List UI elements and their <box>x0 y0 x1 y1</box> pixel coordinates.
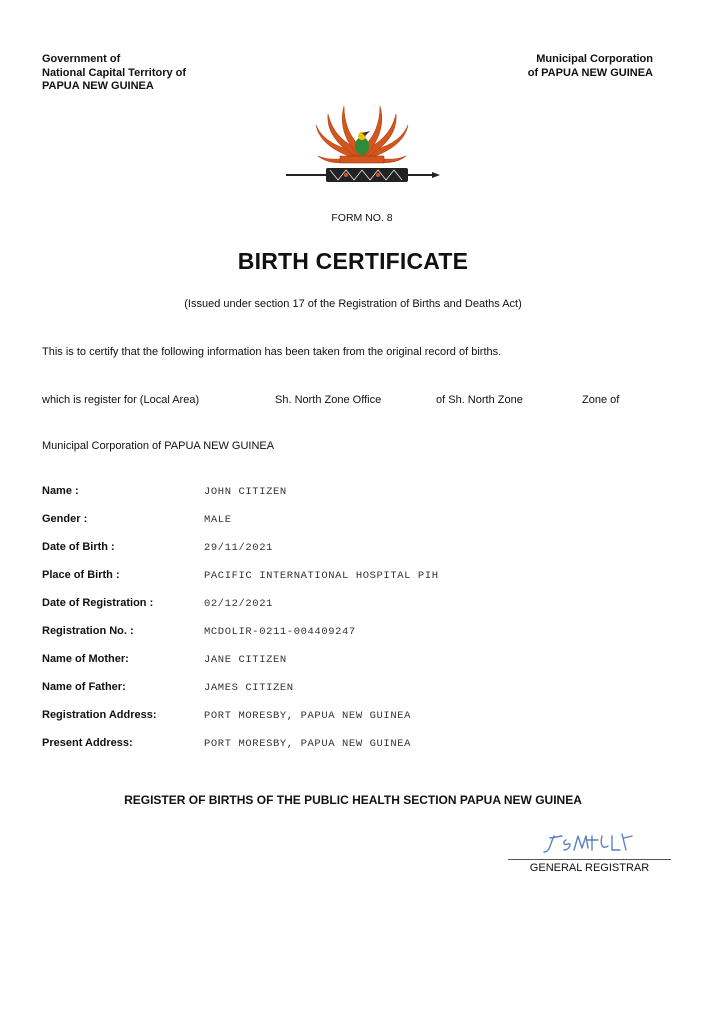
header-left-line-2: National Capital Territory of <box>42 66 187 79</box>
header-left-line-3: PAPUA NEW GUINEA <box>42 80 154 92</box>
field-value-name: JOHN CITIZEN <box>204 486 287 498</box>
field-label-mother: Name of Mother: <box>42 653 129 665</box>
field-label-date-of-birth: Date of Birth : <box>42 541 115 553</box>
field-label-registration-address: Registration Address: <box>42 709 157 721</box>
field-value-place-of-birth: PACIFIC INTERNATIONAL HOSPITAL PIH <box>204 570 439 582</box>
signature-line <box>508 859 671 860</box>
document-title: BIRTH CERTIFICATE <box>237 248 469 274</box>
local-area-zone-of: Zone of <box>582 394 620 406</box>
field-label-date-of-registration: Date of Registration : <box>42 597 154 609</box>
field-value-present-address: PORT MORESBY, PAPUA NEW GUINEA <box>204 738 412 750</box>
national-emblem-icon <box>282 100 442 196</box>
field-value-father: JAMES CITIZEN <box>204 682 294 694</box>
local-area-zone: of Sh. North Zone <box>436 394 523 406</box>
field-value-registration-address: PORT MORESBY, PAPUA NEW GUINEA <box>204 710 412 722</box>
header-municipal <box>528 53 653 80</box>
field-value-mother: JANE CITIZEN <box>204 654 287 666</box>
field-value-date-of-birth: 29/11/2021 <box>204 542 274 554</box>
field-value-gender: MALE <box>204 514 232 526</box>
local-area-office: Sh. North Zone Office <box>275 394 382 406</box>
field-label-gender: Gender : <box>42 513 88 525</box>
general-registrar-label: GENERAL REGISTRAR <box>529 862 650 874</box>
header-government <box>42 53 186 94</box>
municipal-line: Municipal Corporation of PAPUA NEW GUINEA <box>42 440 275 452</box>
header-right-line-1: Municipal Corporation <box>536 53 653 65</box>
header-left-line-1: Government of <box>42 53 121 65</box>
form-number: FORM NO. 8 <box>331 212 393 224</box>
local-area-prefix: which is register for (Local Area) <box>42 394 200 406</box>
field-label-registration-no: Registration No. : <box>42 625 134 637</box>
field-value-date-of-registration: 02/12/2021 <box>204 598 274 610</box>
field-label-name: Name : <box>42 485 79 497</box>
registrar-signature-icon <box>540 830 640 856</box>
field-label-father: Name of Father: <box>42 681 126 693</box>
field-label-place-of-birth: Place of Birth : <box>42 569 120 581</box>
register-footer: REGISTER OF BIRTHS OF THE PUBLIC HEALTH SECTION PAPUA NEW GUINEA <box>124 793 582 807</box>
issued-under-note: (Issued under section 17 of the Registration of Births and Deaths Act) <box>184 298 522 310</box>
field-value-registration-no: MCDOLIR-0211-004409247 <box>204 626 356 638</box>
header-right-line-2: of PAPUA NEW GUINEA <box>527 66 653 79</box>
certification-statement: This is to certify that the following information has been taken from the original record of births. <box>42 346 502 358</box>
field-label-present-address: Present Address: <box>42 737 133 749</box>
